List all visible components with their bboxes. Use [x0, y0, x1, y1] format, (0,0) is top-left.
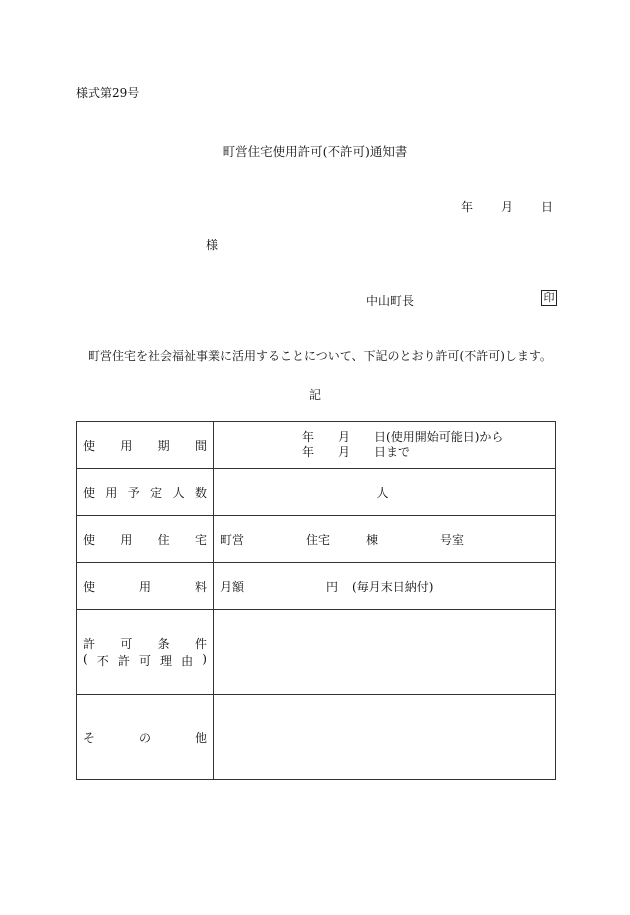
form-number: 様式第29号	[76, 86, 140, 100]
table-row-residence	[77, 516, 556, 563]
table-row-period	[77, 422, 556, 469]
issue-date	[461, 198, 553, 215]
table-row-fee	[77, 563, 556, 610]
other-label: そ の 他	[77, 695, 214, 780]
table-row-persons	[77, 469, 556, 516]
seal-stamp: 印	[541, 290, 557, 306]
residence-label: 使 用 住 宅	[77, 516, 214, 563]
ki-heading: 記	[308, 388, 321, 402]
table-row-other	[77, 695, 556, 780]
fee-label: 使 用 料	[77, 563, 214, 610]
conditions-label: 許 可 条 件 ( 不 許 可 理 由 )	[77, 610, 214, 695]
period-label: 使 用 期 間	[77, 422, 214, 469]
persons-label: 使 用 予 定 人 数	[77, 469, 214, 516]
issuer-name: 中山町長	[366, 294, 415, 308]
persons-value: 人	[214, 469, 556, 516]
fee-value: 月額 円 (毎月末日納付)	[214, 563, 556, 610]
date-month: 月	[501, 200, 514, 214]
other-value	[214, 695, 556, 780]
date-day: 日	[541, 200, 554, 214]
date-year: 年	[461, 200, 474, 214]
period-value: 年 月 日(使用開始可能日)から 年 月 日まで	[214, 422, 556, 469]
document-title: 町営住宅使用許可(不許可)通知書	[222, 144, 408, 159]
table-row-conditions	[77, 610, 556, 695]
body-text: 町営住宅を社会福祉事業に活用することについて、下記のとおり許可(不許可)します。	[88, 349, 552, 363]
conditions-value	[214, 610, 556, 695]
residence-value: 町営 住宅 棟 号室	[214, 516, 556, 563]
details-table	[76, 421, 556, 780]
recipient-suffix: 様	[206, 238, 219, 252]
